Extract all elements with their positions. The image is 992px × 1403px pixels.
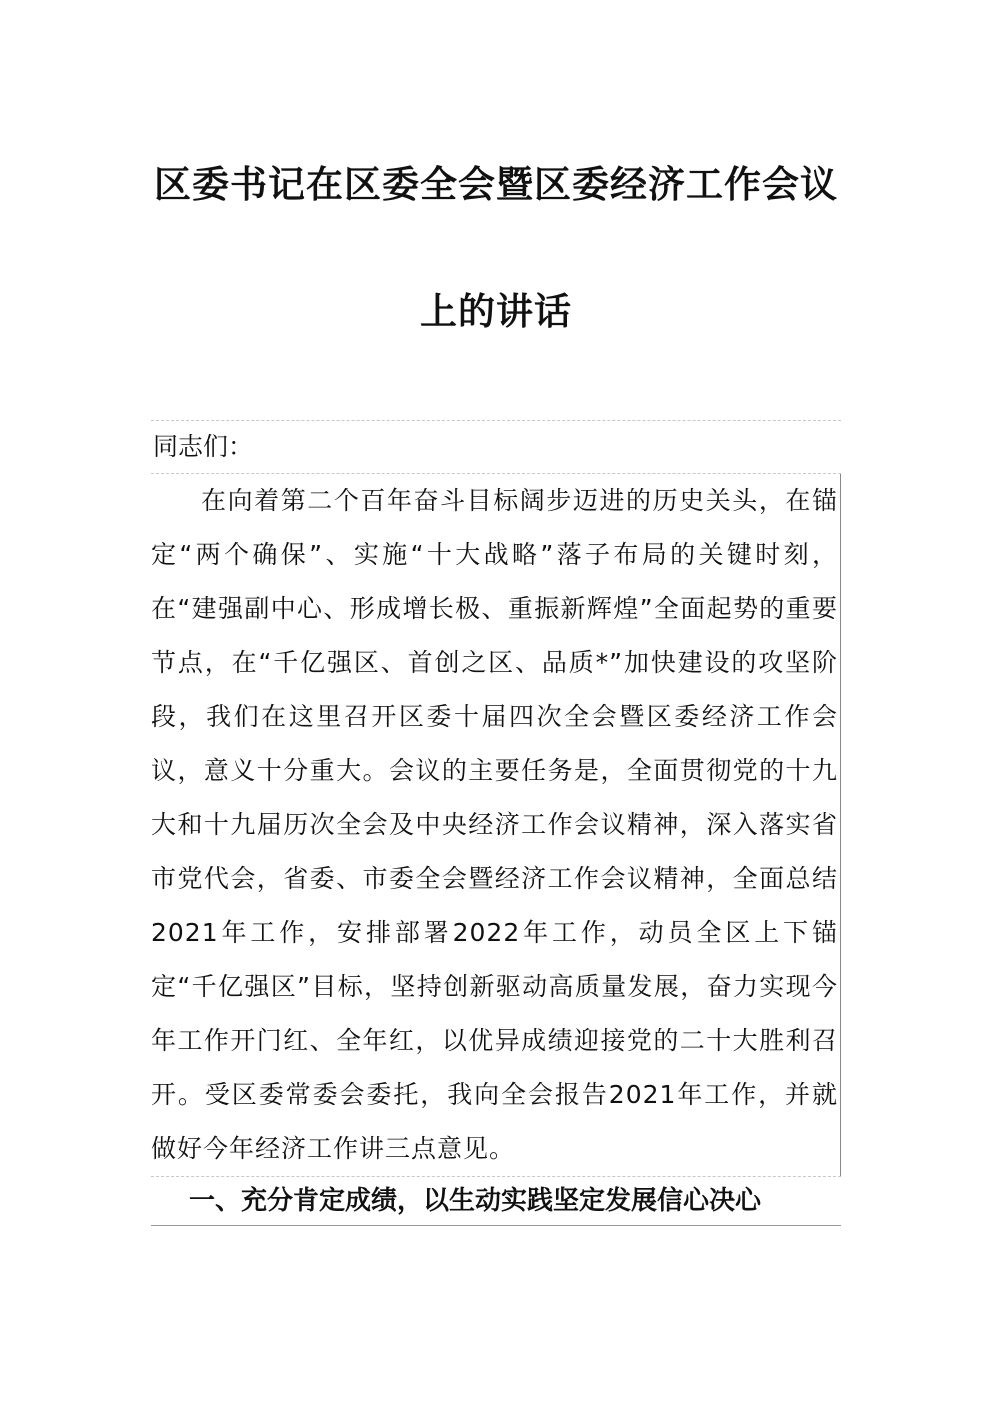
section-heading-1: 一、充分肯定成绩，以生动实践坚定发展信心决心 [189,1186,762,1216]
salutation: 同志们： [153,432,254,461]
body-paragraph: 在向着第二个百年奋斗目标阔步迈进的历史关头，在锚定“两个确保”、实施“十大战略”落子布局的关键时刻，在“建强副中心、形成增长极、重振新辉煌”全面起势的重要节点，在“千亿强区、首创之区、品质*”加快建设的攻坚阶段，我们在这里召开区委十届四次全会暨区委经济工作会议，意义十分重大。会议的主要任务是，全面贯彻党的十九大和十九届历次全会及中央经济工作会议精神，深入落实省市党代会，省委、市委全会暨经济工作会议精神，全面总结2021年工作，安排部署2022年工作，动员全区上下锚定“千亿强区”目标，坚持创新驱动高质量发展，奋力实现今年工作开门红、全年红，以优异成绩迎接党的二十大胜利召开。受区委常委会委托，我向全会报告2021年工作，并就做好今年经济工作讲三点意见。 [151,474,841,1176]
document-title-line-1: 区委书记在区委全会暨区委经济工作会议 [154,163,838,206]
document-title-line-2: 上的讲话 [420,290,572,333]
section-divider [151,1225,841,1226]
document-body [151,420,841,1226]
